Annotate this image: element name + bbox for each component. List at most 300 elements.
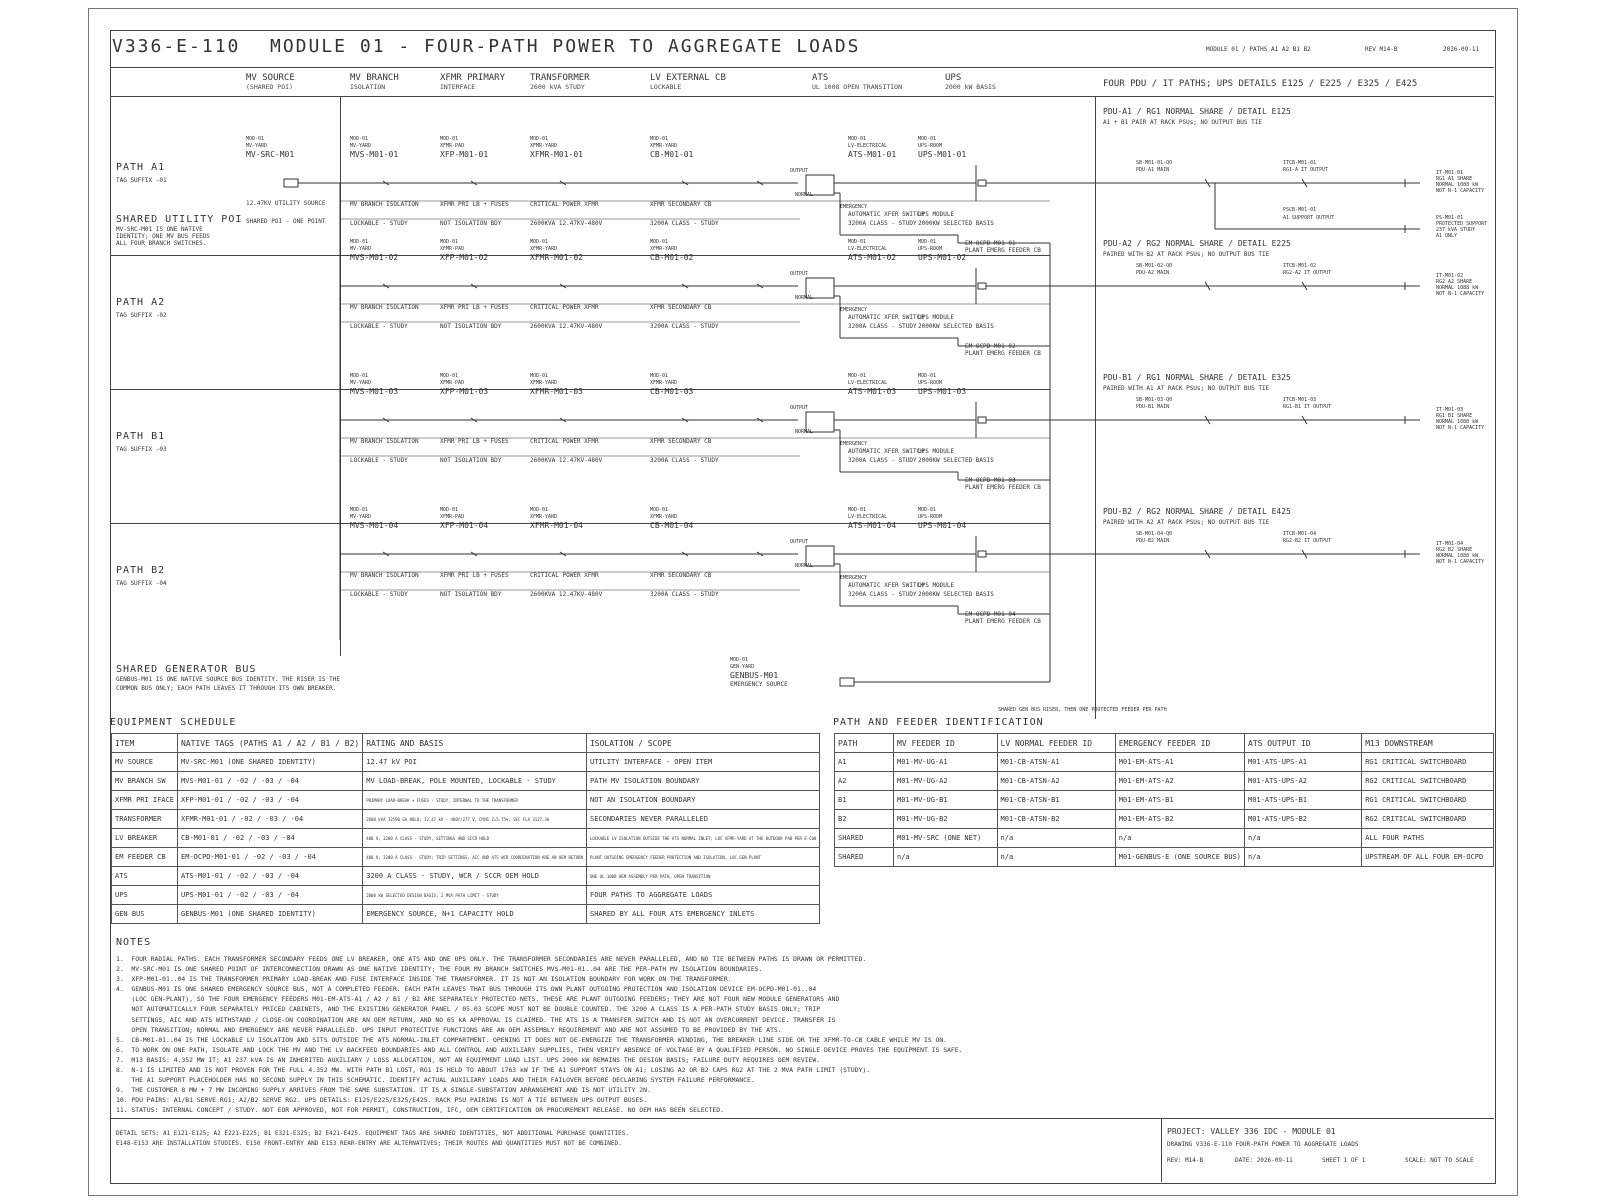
pdu-title: PDU-B2 / RG2 NORMAL SHARE / DETAIL E425 <box>1103 507 1291 516</box>
ats-rating: 3200A CLASS - STUDY <box>848 220 917 227</box>
mv-source-desc: 12.47KV UTILITY SOURCE <box>246 200 326 207</box>
it-breaker-tag: ITCB-M01-03 <box>1283 397 1317 403</box>
table-cell: SHARED <box>835 848 894 867</box>
it-load-tag: IT-M01-01 <box>1436 170 1464 176</box>
table-cell: 2600 kVA 12590 GA HOLD; 12.47 kV - 480Y/277 V, DYN1 Z=5.75%; SEC FLA 3127.3A <box>363 810 587 829</box>
pdu-title: PDU-A1 / RG1 NORMAL SHARE / DETAIL E125 <box>1103 107 1291 116</box>
table-cell: SECONDARIES NEVER PARALLELED <box>586 810 819 829</box>
transformer-tag: XFMR-M01-04 <box>530 521 583 530</box>
ats-tag: ATS-M01-01 <box>848 150 897 159</box>
title-block-sheet: SHEET 1 OF 1 <box>1322 1157 1366 1164</box>
col-mv-source: MV SOURCE <box>246 73 295 83</box>
table-cell: M01-MV-UG-B2 <box>894 810 998 829</box>
table-cell: ATS-M01-01 / -02 / -03 / -04 <box>178 867 363 886</box>
lv-breaker-desc: XFMR SECONDARY CB <box>650 201 712 208</box>
lv-breaker-mod: MOD-01 <box>650 373 669 379</box>
em-feeder-desc: PLANT EMERG FEEDER CB <box>965 618 1041 625</box>
column-header: NATIVE TAGS (PATHS A1 / A2 / B1 / B2) <box>178 734 363 753</box>
table-cell: MV LOAD-BREAK, POLE MOUNTED, LOCKABLE - STUDY <box>363 772 587 791</box>
switchboard-desc: PDU-A1 MAIN <box>1136 167 1170 173</box>
path-a2-suffix: TAG SUFFIX -02 <box>116 312 167 319</box>
xfmr-primary-mod: MOD-01 <box>440 239 459 245</box>
xfmr-primary-mod: MOD-01 <box>440 507 459 513</box>
mv-branch-switch-tag: MVS-M01-03 <box>350 387 399 396</box>
it-load-tag: IT-M01-02 <box>1436 273 1464 279</box>
mv-source-loc: MOD-01 <box>246 136 265 142</box>
table-cell: RG2 CRITICAL SWITCHBOARD <box>1362 810 1494 829</box>
table-cell: FOUR PATHS TO AGGREGATE LOADS <box>586 886 819 905</box>
ats-location: LV-ELECTRICAL <box>848 380 888 386</box>
ups-desc: UPS MODULE <box>918 448 955 455</box>
it-load-normal: NORMAL 1088 kW <box>1436 553 1479 559</box>
poi-line-1: MV-SRC-M01 IS ONE NATIVE <box>116 226 203 233</box>
feeder-id-table <box>834 733 1494 867</box>
table-row <box>835 753 1494 772</box>
table-cell: MV BRANCH SW <box>112 772 178 791</box>
lv-breaker-mod: MOD-01 <box>650 239 669 245</box>
ats-emergency-label: EMERGENCY <box>840 204 868 210</box>
em-feeder-tag: EM-OCPD-M01-02 <box>965 343 1016 350</box>
column-header: LV NORMAL FEEDER ID <box>997 734 1115 753</box>
table-cell: GEN BUS <box>112 905 178 924</box>
mv-branch-switch-rating: LOCKABLE - STUDY <box>350 323 408 330</box>
table-cell: XFMR PRI IFACE <box>112 791 178 810</box>
table-cell: n/a <box>1245 829 1362 848</box>
transformer-mod: MOD-01 <box>530 136 549 142</box>
ats-mod: MOD-01 <box>848 373 867 379</box>
ats-emergency-label: EMERGENCY <box>840 307 868 313</box>
lv-breaker-location: XFMR-YARD <box>650 514 678 520</box>
table-cell: M01-MV-UG-A1 <box>894 753 998 772</box>
em-feeder-desc: PLANT EMERG FEEDER CB <box>965 247 1041 254</box>
title-block-date: DATE: 2026-09-11 <box>1235 1157 1293 1164</box>
mv-branch-switch-location: MV-YARD <box>350 143 372 149</box>
table-row <box>112 772 820 791</box>
xfmr-primary-location: XFMR-PAD <box>440 514 465 520</box>
transformer-mod: MOD-01 <box>530 373 549 379</box>
lv-breaker-rating: 3200A CLASS - STUDY <box>650 220 719 227</box>
switchboard-desc: PDU-B1 MAIN <box>1136 404 1170 410</box>
ats-tag: ATS-M01-02 <box>848 253 897 262</box>
drawing-number: V336-E-110 <box>112 36 241 57</box>
lv-breaker-tag: CB-M01-03 <box>650 387 694 396</box>
xfmr-primary-tag: XFP-M01-01 <box>440 150 489 159</box>
mv-branch-switch-desc: MV BRANCH ISOLATION <box>350 304 419 311</box>
table-cell: M01-GENBUS-E (ONE SOURCE BUS) <box>1115 848 1244 867</box>
it-load-tag: IT-M01-03 <box>1436 407 1464 413</box>
em-feeder-tag: EM-OCPD-M01-03 <box>965 477 1016 484</box>
col-lv-cb: LV EXTERNAL CB <box>650 73 726 83</box>
footer-rule <box>110 1118 1494 1119</box>
xfmr-primary-location: XFMR-PAD <box>440 246 465 252</box>
path-a2-label: PATH A2 <box>116 297 166 308</box>
switchboard-tag: SB-M01-02-Q0 <box>1136 263 1173 269</box>
column-header: M13 DOWNSTREAM <box>1362 734 1494 753</box>
col-ups-sub: 2000 kW BASIS <box>945 83 996 91</box>
ps-line-4: A1 ONLY <box>1436 233 1458 239</box>
pdu-subtitle: PAIRED WITH A1 AT RACK PSUs; NO OUTPUT BUS TIE <box>1103 385 1270 392</box>
it-load-share: RG1 A1 SHARE <box>1436 176 1473 182</box>
ats-desc: AUTOMATIC XFER SWITCH <box>848 211 924 218</box>
xfmr-primary-tag: XFP-M01-04 <box>440 521 489 530</box>
col-transformer: TRANSFORMER <box>530 73 590 83</box>
table-row <box>112 886 820 905</box>
title-block-divider <box>1161 1118 1162 1182</box>
mv-branch-switch-location: MV-YARD <box>350 380 372 386</box>
ups-mod: MOD-01 <box>918 136 937 142</box>
ups-location: UPS-ROOM <box>918 380 943 386</box>
ups-mod: MOD-01 <box>918 507 937 513</box>
switchboard-desc: PDU-B2 MAIN <box>1136 538 1170 544</box>
transformer-location: XFMR-YARD <box>530 380 558 386</box>
xfmr-primary-location: XFMR-PAD <box>440 143 465 149</box>
poi-line-2: IDENTITY; ONE MV BUS FEEDS <box>116 233 210 240</box>
column-header: EMERGENCY FEEDER ID <box>1115 734 1244 753</box>
ats-tag: ATS-M01-03 <box>848 387 897 396</box>
table-cell: UPS <box>112 886 178 905</box>
em-feeder-tag: EM-OCPD-M01-04 <box>965 611 1016 618</box>
lv-breaker-rating: 3200A CLASS - STUDY <box>650 457 719 464</box>
genbus-line-2: COMMON BUS ONLY; EACH PATH LEAVES IT THROUGH ITS OWN BREAKER. <box>116 685 337 692</box>
ats-emergency-label: EMERGENCY <box>840 441 868 447</box>
table-cell: A2 <box>835 772 894 791</box>
table-cell: A1 <box>835 753 894 772</box>
ats-normal-label: NORMAL <box>795 192 814 198</box>
transformer-tag: XFMR-M01-02 <box>530 253 583 262</box>
table-cell: 12.47 kV POI <box>363 753 587 772</box>
equipment-schedule-table <box>111 733 820 924</box>
table-cell: M01-CB-ATSN-B1 <box>997 791 1115 810</box>
genbus-loc: MOD-01 <box>730 657 749 663</box>
it-load-normal: NORMAL 1088 kW <box>1436 419 1479 425</box>
table-cell: ONE UL 1008 OEM ASSEMBLY PER PATH, OPEN TRANSITION <box>586 867 819 886</box>
table-row <box>112 810 820 829</box>
it-load-note: NOT N-1 CAPACITY <box>1436 291 1485 297</box>
title-block-drawing: DRAWING V336-E-110 FOUR-PATH POWER TO AGGREGATE LOADS <box>1167 1141 1359 1148</box>
table-cell: MVS-M01-01 / -02 / -03 / -04 <box>178 772 363 791</box>
equipment-schedule-title: EQUIPMENT SCHEDULE <box>110 717 237 728</box>
col-ups: UPS <box>945 73 962 83</box>
col-xfmr-primary-sub: INTERFACE <box>440 83 476 91</box>
lv-breaker-location: XFMR-YARD <box>650 143 678 149</box>
ups-location: UPS-ROOM <box>918 514 943 520</box>
table-cell: 480 V, 3200 A CLASS - STUDY, SETTINGS AND SCCR HOLD <box>363 829 587 848</box>
table-row <box>835 848 1494 867</box>
ups-location: UPS-ROOM <box>918 246 943 252</box>
ups-mod: MOD-01 <box>918 373 937 379</box>
table-cell: TRANSFORMER <box>112 810 178 829</box>
mv-branch-switch-location: MV-YARD <box>350 514 372 520</box>
table-cell: M01-EM-ATS-B2 <box>1115 810 1244 829</box>
transformer-mod: MOD-01 <box>530 507 549 513</box>
ats-normal-label: NORMAL <box>795 563 814 569</box>
xfmr-primary-desc: XFMR PRI LB + FUSES <box>440 438 509 445</box>
col-ats: ATS <box>812 73 829 83</box>
ups-tag: UPS-M01-01 <box>918 150 967 159</box>
table-row <box>835 772 1494 791</box>
mv-branch-switch-tag: MVS-M01-01 <box>350 150 399 159</box>
ups-tag: UPS-M01-04 <box>918 521 967 530</box>
table-cell: EMERGENCY SOURCE, N+1 CAPACITY HOLD <box>363 905 587 924</box>
table-cell: MV-SRC-M01 (ONE SHARED IDENTITY) <box>178 753 363 772</box>
ats-desc: AUTOMATIC XFER SWITCH <box>848 314 924 321</box>
ats-emergency-label: EMERGENCY <box>840 575 868 581</box>
ps-line-2: PROTECTED SUPPORT <box>1436 221 1488 227</box>
em-feeder-desc: PLANT EMERG FEEDER CB <box>965 484 1041 491</box>
transformer-rating: 2600KVA 12.47KV-480V <box>530 323 603 330</box>
path-b2-label: PATH B2 <box>116 565 166 576</box>
ats-mod: MOD-01 <box>848 136 867 142</box>
table-cell: M01-EM-ATS-B1 <box>1115 791 1244 810</box>
column-header: MV FEEDER ID <box>894 734 998 753</box>
ps-tag: PS-M01-01 <box>1436 215 1464 221</box>
table-cell: n/a <box>894 848 998 867</box>
ats-location: LV-ELECTRICAL <box>848 514 888 520</box>
table-cell: EM FEEDER CB <box>112 848 178 867</box>
ats-output-label: OUTPUT <box>790 168 809 174</box>
table-cell: n/a <box>997 848 1115 867</box>
mv-branch-switch-tag: MVS-M01-04 <box>350 521 399 530</box>
transformer-desc: CRITICAL POWER XFMR <box>530 201 599 208</box>
lv-breaker-desc: XFMR SECONDARY CB <box>650 304 712 311</box>
transformer-desc: CRITICAL POWER XFMR <box>530 572 599 579</box>
ups-desc: UPS MODULE <box>918 211 955 218</box>
table-row <box>112 791 820 810</box>
date-label: 2026-09-11 <box>1443 46 1480 53</box>
col-xfmr-primary: XFMR PRIMARY <box>440 73 506 83</box>
table-cell: M01-CB-ATSN-B2 <box>997 810 1115 829</box>
ats-location: LV-ELECTRICAL <box>848 143 888 149</box>
table-cell: PRIMARY LOAD-BREAK + FUSES - STUDY, INTERNAL TO THE TRANSFORMER <box>363 791 587 810</box>
title-block-scale: SCALE: NOT TO SCALE <box>1405 1157 1474 1164</box>
table-cell: B1 <box>835 791 894 810</box>
genbus-desc: EMERGENCY SOURCE <box>730 681 788 688</box>
switchboard-tag: SB-M01-03-Q0 <box>1136 397 1173 403</box>
table-cell: 480 V, 3200 A CLASS - STUDY; TRIP SETTINGS, AIC AND ATS WCR COORDINATION ARE AN OEM RETURN <box>363 848 587 867</box>
path-b1-suffix: TAG SUFFIX -03 <box>116 446 167 453</box>
col-pdu: FOUR PDU / IT PATHS; UPS DETAILS E125 / E225 / E325 / E425 <box>1103 79 1418 89</box>
table-cell: 2000 kW SELECTED DESIGN BASIS; 2 MVA PATH LIMIT - STUDY <box>363 886 587 905</box>
ats-normal-label: NORMAL <box>795 295 814 301</box>
table-cell: UPSTREAM OF ALL FOUR EM-OCPD <box>1362 848 1494 867</box>
table-cell: M01-ATS-UPS-A2 <box>1245 772 1362 791</box>
path-a1-suffix: TAG SUFFIX -01 <box>116 177 167 184</box>
mv-source-desc-2: SHARED POI - ONE POINT <box>246 218 326 225</box>
table-cell: PLANT OUTGOING EMERGENCY FEEDER PROTECTION AND ISOLATION, LOC GEN-PLANT <box>586 848 819 867</box>
mv-branch-switch-mod: MOD-01 <box>350 373 369 379</box>
switchboard-tag: SB-M01-01-Q0 <box>1136 160 1173 166</box>
module-paths-label: MODULE 01 / PATHS A1 A2 B1 B2 <box>1206 46 1311 53</box>
mv-branch-switch-tag: MVS-M01-02 <box>350 253 399 262</box>
ats-location: LV-ELECTRICAL <box>848 246 888 252</box>
it-breaker-desc: RG2-B2 IT OUTPUT <box>1283 538 1332 544</box>
path-b2-suffix: TAG SUFFIX -04 <box>116 580 167 587</box>
it-load-share: RG2 B2 SHARE <box>1436 547 1473 553</box>
mv-branch-switch-desc: MV BRANCH ISOLATION <box>350 572 419 579</box>
table-cell: CB-M01-01 / -02 / -03 / -04 <box>178 829 363 848</box>
pdu-subtitle: A1 + B1 PAIR AT RACK PSUs; NO OUTPUT BUS TIE <box>1103 119 1262 126</box>
table-cell: XFMR-M01-01 / -02 / -03 / -04 <box>178 810 363 829</box>
table-row <box>835 829 1494 848</box>
switchboard-tag: SB-M01-04-Q0 <box>1136 531 1173 537</box>
path-b1-label: PATH B1 <box>116 431 166 442</box>
lv-breaker-mod: MOD-01 <box>650 507 669 513</box>
col-mv-branch-sub: ISOLATION <box>350 83 386 91</box>
revision-label: REV M14-B <box>1365 46 1398 53</box>
lv-breaker-tag: CB-M01-01 <box>650 150 694 159</box>
xfmr-primary-tag: XFP-M01-03 <box>440 387 489 396</box>
column-header: ISOLATION / SCOPE <box>586 734 819 753</box>
pdu-title: PDU-B1 / RG1 NORMAL SHARE / DETAIL E325 <box>1103 373 1291 382</box>
table-cell: M01-EM-ATS-A1 <box>1115 753 1244 772</box>
table-row <box>112 867 820 886</box>
table-row <box>835 810 1494 829</box>
xfmr-primary-rating: NOT ISOLATION BDY <box>440 457 502 464</box>
mv-branch-switch-desc: MV BRANCH ISOLATION <box>350 438 419 445</box>
col-ats-sub: UL 1008 OPEN TRANSITION <box>812 83 903 91</box>
table-cell: M01-EM-ATS-A2 <box>1115 772 1244 791</box>
feeder-id-header <box>835 734 1494 753</box>
mv-branch-switch-rating: LOCKABLE - STUDY <box>350 220 408 227</box>
table-cell: M01-ATS-UPS-B1 <box>1245 791 1362 810</box>
ups-tag: UPS-M01-03 <box>918 387 967 396</box>
col-lv-cb-sub: LOCKABLE <box>650 83 682 91</box>
ats-desc: AUTOMATIC XFER SWITCH <box>848 448 924 455</box>
table-cell: NOT AN ISOLATION BOUNDARY <box>586 791 819 810</box>
xfmr-primary-mod: MOD-01 <box>440 373 459 379</box>
table-cell: MV SOURCE <box>112 753 178 772</box>
table-cell: M01-CB-ATSN-A1 <box>997 753 1115 772</box>
table-cell: M01-MV-SRC (ONE NET) <box>894 829 998 848</box>
lv-breaker-tag: CB-M01-04 <box>650 521 694 530</box>
it-load-tag: IT-M01-04 <box>1436 541 1464 547</box>
xfmr-primary-location: XFMR-PAD <box>440 380 465 386</box>
table-cell: RG1 CRITICAL SWITCHBOARD <box>1362 791 1494 810</box>
it-load-normal: NORMAL 1088 kW <box>1436 182 1479 188</box>
lv-breaker-mod: MOD-01 <box>650 136 669 142</box>
pscb-tag: PSCB-M01-01 <box>1283 207 1317 213</box>
genbus-yard: GEN-YARD <box>730 664 755 670</box>
pdu-subtitle: PAIRED WITH A2 AT RACK PSUs; NO OUTPUT BUS TIE <box>1103 519 1270 526</box>
table-cell: RG1 CRITICAL SWITCHBOARD <box>1362 753 1494 772</box>
ats-output-label: OUTPUT <box>790 271 809 277</box>
table-row <box>112 829 820 848</box>
table-cell: M01-ATS-UPS-B2 <box>1245 810 1362 829</box>
it-load-note: NOT N-1 CAPACITY <box>1436 559 1485 565</box>
ats-rating: 3200A CLASS - STUDY <box>848 323 917 330</box>
xfmr-primary-desc: XFMR PRI LB + FUSES <box>440 304 509 311</box>
xfmr-primary-tag: XFP-M01-02 <box>440 253 489 262</box>
mv-branch-switch-rating: LOCKABLE - STUDY <box>350 457 408 464</box>
table-cell: PATH MV ISOLATION BOUNDARY <box>586 772 819 791</box>
notes-title: NOTES <box>116 937 152 948</box>
column-header: RATING AND BASIS <box>363 734 587 753</box>
notes-body: 1. FOUR RADIAL PATHS. EACH TRANSFORMER SECONDARY FEEDS ONE LV BREAKER, ONE ATS AND ONE UPS ONLY. THE TRANSFORMER SECONDARIES ARE NEVER PARALLELED, AND NO TIE BETWEEN PATHS IS DRAWN OR PERMITTED. 2. MV-SRC-M01 IS ONE SHARED POINT OF INTERCONNECTION DRAWN AS ONE NATIVE IDENTITY; THE FOUR MV BRANCH SWITCHES MVS-M01-01..04 ARE THE PER-PATH MV ISOLATION BOUNDARIES. 3. XFP-M01-01..04 IS THE TRANSFORMER PRIMARY LOAD-BREAK AND FUSE INTERFACE INSIDE THE TRANSFORMER. IT IS NOT AN ISOLATION BOUNDARY FOR WORK ON THE TRANSFORMER. 4. GENBUS-M01 IS ONE SHARED EMERGENCY SOURCE BUS, NOT A COMPLETED FEEDER. EACH PATH LEAVES THAT BUS THROUGH ITS OWN PLANT OUTGOING PROTECTION AND ISOLATION DEVICE EM-OCPD-M01-01..04 (LOC GEN-PLANT), SO THE FOUR EMERGENCY FEEDERS M01-EM-ATS-A1 / A2 / B1 / B2 ARE SEPARATELY PROTECTED NETS. THESE ARE PLANT OUTGOING FEEDERS; THEY ARE NOT FOUR NEW MODULE GENERATORS AND NOT AUTOMATICALLY FOUR SEPARATELY PRICED CABINETS, AND THE EXISTING GENERATOR PANEL / 05.03 SCOPE MUST NOT BE DOUBLE COUNTED. THE 3200 A CLASS IS A PER-PATH STUDY BASIS ONLY; TRIP SETTINGS, AIC AND ATS WITHSTAND / CLOSE-ON COORDINATION ARE AN OEM RETURN, AND NO 65 kA APPROVAL IS CLAIMED. THE ATS IS A TRANSFER SWITCH AND IS NOT AN OVERCURRENT DEVICE. TRANSFER IS OPEN TRANSITION; NORMAL AND EMERGENCY ARE NEVER PARALLELED. UPS INPUT PROTECTIVE FUNCTIONS ARE AN OEM ASSEMBLY REQUIREMENT AND ARE NOT ASSUMED TO BE PROVIDED BY THE ATS. 5. CB-M01-01..04 IS THE LOCKABLE LV ISOLATION AND SITS OUTSIDE THE ATS NORMAL-INLET COMPARTMENT. OPENING IT DOES NOT DE-ENERGIZE THE TRANSFORMER WINDING, THE BREAKER LINE SIDE OR THE XFMR-TO-CB CABLE WHILE MV IS ON. 6. TO WORK ON ONE PATH, ISOLATE AND LOCK THE MV AND THE LV BACKFEED BOUNDARIES AND ALL CONTROL AND AUXILIARY SUPPLIES, THEN VERIFY ABSENCE OF VOLTAGE BY A QUALIFIED PERSON. NO SINGLE DEVICE PROVES THE EQUIPMENT IS SAFE. 7. M13 BASIS: 4.352 MW IT; A1 237 kVA IS AN INHERITED AUXILIARY / LOSS ALLOCATION, NOT AN EQUIPMENT LOAD LIST. UPS 2000 kW REMAINS THE DESIGN BASIS; FAILURE DUTY REQUIRES OEM REVIEW. 8. N-1 IS LIMITED AND IS NOT PROVEN FOR THE FULL 4.352 MW. WITH PATH B1 LOST, RG1 IS HELD TO ABOUT 1763 kW IF THE A1 SUPPORT STAYS ON A1; LOSING A2 OR B2 CAPS RG2 AT THE 2 MVA PATH LIMIT (STUDY). THE A1 SUPPORT PLACEHOLDER HAS NO SECOND SUPPLY IN THIS SCHEMATIC. IDENTIFY ACTUAL AUXILIARY LOADS AND THEIR FAILOVER BEFORE DECLARING SYSTEM FAILURE PERFORMANCE. 9. THE CUSTOMER 8 MW + 7 MW INCOMING SUPPLY ARRIVES FROM THE SAME SUBSTATION. IT IS A SINGLE-SUBSTATION ARRANGEMENT AND IS NOT UTILITY 2N. 10. PDU PAIRS: A1/B1 SERVE RG1; A2/B2 SERVE RG2. UPS DETAILS: E125/E225/E325/E425. RACK PSU PAIRING IS NOT A TIE BETWEEN UPS OUTPUT BUSES. 11. STATUS: INTERNAL CONCEPT / STUDY. NOT EOR APPROVED, NOT FOR PERMIT, CONSTRUCTION, IFC, OEM CERTIFICATION OR PROCUREMENT RELEASE. NO OEM HAS BEEN SELECTED. <box>116 955 963 1115</box>
mv-branch-switch-location: MV-YARD <box>350 246 372 252</box>
ups-mod: MOD-01 <box>918 239 937 245</box>
poi-title: SHARED UTILITY POI <box>116 214 243 225</box>
table-row <box>112 905 820 924</box>
xfmr-primary-rating: NOT ISOLATION BDY <box>440 220 502 227</box>
table-cell: M01-MV-UG-A2 <box>894 772 998 791</box>
mv-branch-switch-mod: MOD-01 <box>350 239 369 245</box>
mv-branch-switch-rating: LOCKABLE - STUDY <box>350 591 408 598</box>
table-cell: 3200 A CLASS - STUDY, WCR / SCCR OEM HOLD <box>363 867 587 886</box>
genbus-riser-note: SHARED GEN BUS RISER, THEN ONE PROTECTED FEEDER PER PATH <box>998 707 1167 713</box>
it-load-share: RG2 A2 SHARE <box>1436 279 1473 285</box>
lv-breaker-rating: 3200A CLASS - STUDY <box>650 323 719 330</box>
ups-rating: 2000KW SELECTED BASIS <box>918 323 994 330</box>
col-transformer-sub: 2600 kVA STUDY <box>530 83 585 91</box>
it-breaker-tag: ITCB-M01-04 <box>1283 531 1317 537</box>
genbus-line-1: GENBUS-M01 IS ONE NATIVE SOURCE BUS IDENTITY. THE RISER IS THE <box>116 676 340 683</box>
mv-branch-switch-mod: MOD-01 <box>350 136 369 142</box>
column-header: ITEM <box>112 734 178 753</box>
lv-breaker-desc: XFMR SECONDARY CB <box>650 572 712 579</box>
it-breaker-tag: ITCB-M01-01 <box>1283 160 1317 166</box>
transformer-rating: 2600KVA 12.47KV-480V <box>530 457 603 464</box>
it-breaker-desc: RG1-B1 IT OUTPUT <box>1283 404 1332 410</box>
mv-source-tag: MV-SRC-M01 <box>246 150 295 159</box>
switchboard-desc: PDU-A2 MAIN <box>1136 270 1170 276</box>
transformer-location: XFMR-YARD <box>530 514 558 520</box>
ats-output-label: OUTPUT <box>790 539 809 545</box>
transformer-rating: 2600KVA 12.47KV-480V <box>530 591 603 598</box>
it-breaker-desc: RG1-A IT OUTPUT <box>1283 167 1329 173</box>
ups-rating: 2000KW SELECTED BASIS <box>918 220 994 227</box>
em-feeder-tag: EM-OCPD-M01-01 <box>965 240 1016 247</box>
ats-normal-label: NORMAL <box>795 429 814 435</box>
em-feeder-desc: PLANT EMERG FEEDER CB <box>965 350 1041 357</box>
mv-branch-switch-mod: MOD-01 <box>350 507 369 513</box>
table-cell: n/a <box>1245 848 1362 867</box>
ups-rating: 2000KW SELECTED BASIS <box>918 591 994 598</box>
lv-breaker-location: XFMR-YARD <box>650 380 678 386</box>
ats-mod: MOD-01 <box>848 507 867 513</box>
ats-rating: 3200A CLASS - STUDY <box>848 457 917 464</box>
feeder-id-title: PATH AND FEEDER IDENTIFICATION <box>833 717 1044 728</box>
ats-rating: 3200A CLASS - STUDY <box>848 591 917 598</box>
table-cell: SHARED <box>835 829 894 848</box>
table-cell: M01-MV-UG-B1 <box>894 791 998 810</box>
table-cell: EM-OCPD-M01-01 / -02 / -03 / -04 <box>178 848 363 867</box>
table-cell: RG2 CRITICAL SWITCHBOARD <box>1362 772 1494 791</box>
table-row <box>112 753 820 772</box>
table-cell: M01-CB-ATSN-A2 <box>997 772 1115 791</box>
table-row <box>835 791 1494 810</box>
ups-desc: UPS MODULE <box>918 314 955 321</box>
table-cell: UTILITY INTERFACE - OPEN ITEM <box>586 753 819 772</box>
lv-breaker-rating: 3200A CLASS - STUDY <box>650 591 719 598</box>
ups-location: UPS-ROOM <box>918 143 943 149</box>
table-cell: XFP-M01-01 / -02 / -03 / -04 <box>178 791 363 810</box>
it-load-note: NOT N-1 CAPACITY <box>1436 425 1485 431</box>
ats-desc: AUTOMATIC XFER SWITCH <box>848 582 924 589</box>
lv-breaker-tag: CB-M01-02 <box>650 253 694 262</box>
column-header: PATH <box>835 734 894 753</box>
title-block-project: PROJECT: VALLEY 336 IDC - MODULE 01 <box>1167 1127 1336 1136</box>
transformer-location: XFMR-YARD <box>530 143 558 149</box>
footer-line-1: DETAIL SETS: A1 E121-E125; A2 E221-E225; B1 E321-E325; B2 E421-E425. EQUIPMENT TAGS ARE SHARED IDENTITIES, NOT ADDITIONAL PURCHASE QUANTITIES. <box>116 1130 629 1137</box>
it-breaker-tag: ITCB-M01-02 <box>1283 263 1317 269</box>
it-breaker-desc: RG2-A2 IT OUTPUT <box>1283 270 1332 276</box>
transformer-tag: XFMR-M01-01 <box>530 150 583 159</box>
transformer-location: XFMR-YARD <box>530 246 558 252</box>
transformer-desc: CRITICAL POWER XFMR <box>530 438 599 445</box>
it-load-note: NOT N-1 CAPACITY <box>1436 188 1485 194</box>
xfmr-primary-mod: MOD-01 <box>440 136 459 142</box>
table-cell: UPS-M01-01 / -02 / -03 / -04 <box>178 886 363 905</box>
